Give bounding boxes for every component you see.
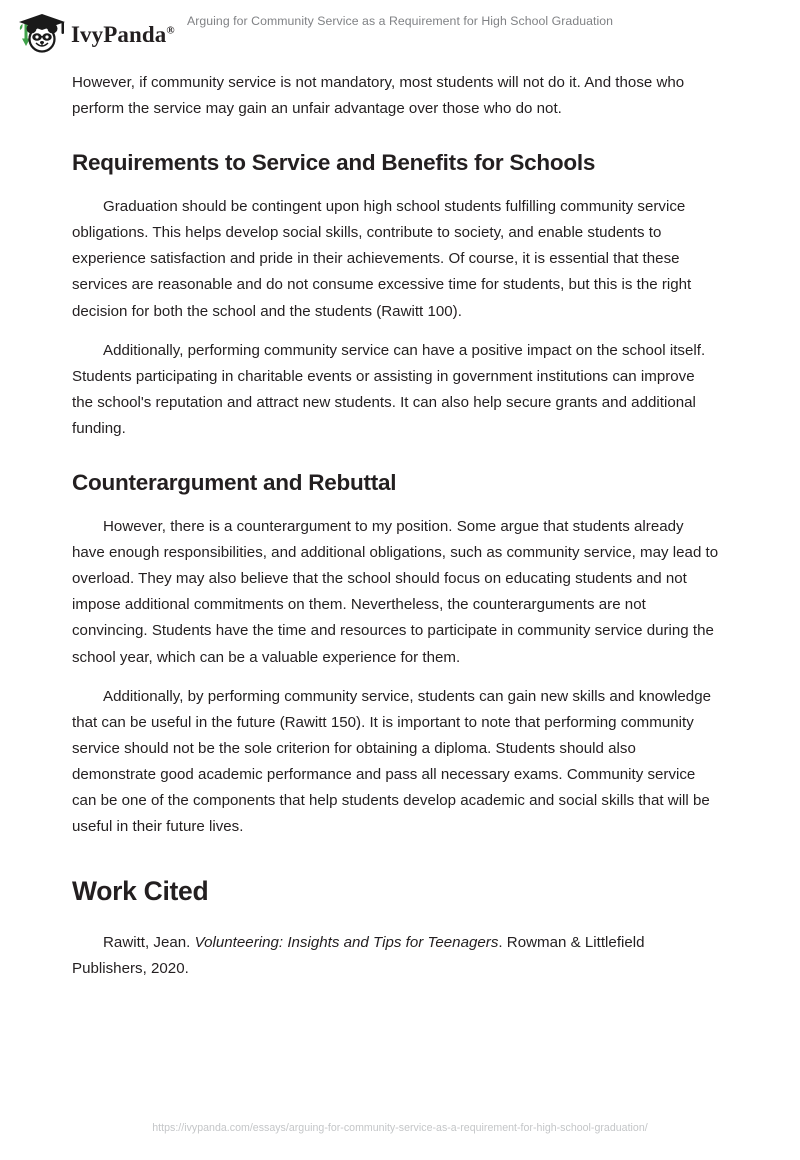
section-heading-work-cited: Work Cited [72, 876, 209, 907]
citation-author: Rawitt, Jean. [103, 934, 195, 952]
page-header [0, 0, 800, 62]
source-url-link[interactable]: https://ivypanda.com/essays/arguing-for-community-service-as-a-requirement-for-high-school-graduation/ [152, 1122, 648, 1134]
paragraph: Additionally, performing community service can have a positive impact on the school itself. Students participating in charitable events or assisting in government institutions can improve the school's reputation and attract new students. It can also help secure grants and additional funding. [72, 341, 706, 437]
paragraph: Additionally, by performing community service, students can gain new skills and knowledge that can be useful in the future (Rawitt 150). It is important to note that performing community service should not be the sole criterion for obtaining a diploma. Students should also demonstrate good academic performance and pass all necessary exams. Community service can be one of the components that help students develop academic and social skills that will be useful in their future lives. [72, 687, 712, 836]
document-title-header: Arguing for Community Service as a Requirement for High School Graduation [186, 14, 614, 28]
paragraph: Graduation should be contingent upon high school students fulfilling community service obligations. This helps develop social skills, contribute to society, and enable students to experience satisfaction and pride in their achievements. Of course, it is essential that these services are reasonable and do not consume excessive time for students, but this is the right decision for both the school and the students (Rawitt 100). [72, 198, 692, 320]
section-heading-counterargument: Counterargument and Rebuttal [72, 470, 397, 496]
citation-entry [72, 930, 719, 982]
citation-publisher: . Rowman & Littlefield Publishers, 2020. [72, 934, 645, 978]
document-content [72, 70, 719, 982]
citation-title: Volunteering: Insights and Tips for Teenagers [194, 934, 499, 952]
page-footer [0, 1118, 800, 1136]
registered-trademark-symbol: ® [166, 23, 175, 36]
paragraph: However, if community service is not mandatory, most students will not do it. And those who perform the service may gain an unfair advantage over those who do not. [72, 74, 685, 118]
brand-name-text: IvyPanda [71, 21, 167, 47]
paragraph: However, there is a counterargument to my position. Some argue that students already have enough responsibilities, and additional obligations, such as community service, may lead to overload. They may also believe that the school should focus on educating students and not impose additional commitments on them. Nevertheless, the counterarguments are not convincing. Students have the time and resources to participate in community service during the school year, which can be a valuable experience for them. [72, 518, 719, 666]
section-heading-requirements: Requirements to Service and Benefits for Schools [72, 150, 596, 176]
